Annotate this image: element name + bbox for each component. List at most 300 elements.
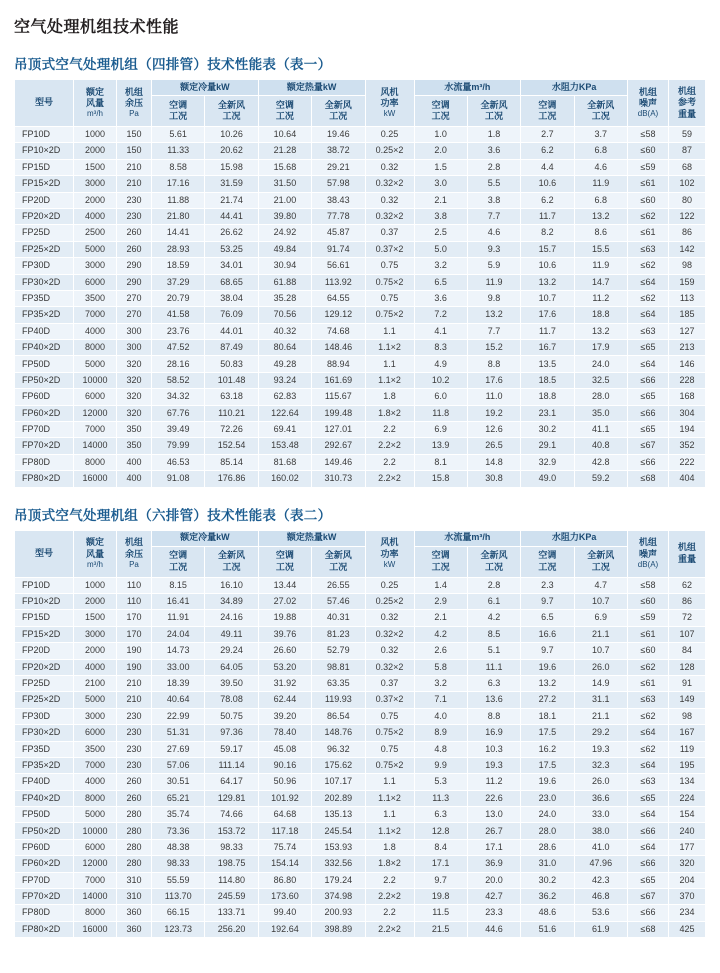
table-cell: 51.31 [152,725,205,741]
table-cell: 29.2 [574,725,627,741]
table-cell: 38.04 [205,290,258,306]
th-weight-l3: 重量 [677,108,696,119]
table-cell: 63.18 [205,389,258,405]
table-cell: 46.8 [574,889,627,905]
table-cell: 7000 [74,872,117,888]
table-cell: 62.44 [258,692,311,708]
table-cell: 7.7 [467,208,520,224]
table-row [15,807,706,823]
table-cell: 280 [117,823,152,839]
th2-weight-l2: 重量 [677,553,696,564]
table-cell: 12.8 [414,823,467,839]
table-row [15,471,706,487]
table-cell: 133.71 [205,905,258,921]
table-cell: 78.40 [258,725,311,741]
table-cell: 142 [669,241,706,257]
table-cell: 13.2 [574,208,627,224]
table-cell: 26.5 [467,438,520,454]
table-cell: 1.0 [414,127,467,143]
table-cell: 1.8×2 [365,405,414,421]
table-row [15,626,706,642]
table-cell: 6.8 [574,192,627,208]
cell-model: FP15×2D [15,176,74,192]
table-cell: 6000 [74,725,117,741]
table-cell: 192.64 [258,921,311,937]
table-row [15,422,706,438]
th2-fan-l3: kW [383,559,396,569]
table-cell: 304 [669,405,706,421]
table-cell: 3.8 [467,192,520,208]
table-cell: 73.36 [152,823,205,839]
table-cell: 50.83 [205,356,258,372]
th2-flow-fresh-l1: 全新风 [480,550,508,561]
table-cell: 3.2 [414,258,467,274]
table-cell: 260 [117,790,152,806]
table-cell: 6.5 [521,610,574,626]
table-cell: 18.1 [521,708,574,724]
table-cell: 8.8 [467,356,520,372]
table-cell: 33.00 [152,659,205,675]
table-cell: 0.37 [365,225,414,241]
table-cell: 20.62 [205,143,258,159]
table-cell: 15.68 [258,159,311,175]
cell-model: FP60×2D [15,856,74,872]
table-cell: 1.8 [467,127,520,143]
table-row [15,176,706,192]
table-cell: 110 [117,593,152,609]
table-cell: 101.48 [205,372,258,388]
table-row [15,356,706,372]
th2-noise-l2: 噪声 [638,548,657,559]
table-cell: 3500 [74,741,117,757]
table-cell: 5000 [74,692,117,708]
table-cell: 81.23 [312,626,365,642]
table-cell: 6.3 [414,807,467,823]
table-cell: ≤59 [628,159,669,175]
table-row [15,872,706,888]
table-cell: 38.43 [312,192,365,208]
table-cell: 30.2 [521,872,574,888]
cell-model: FP50D [15,356,74,372]
table-row [15,389,706,405]
table-cell: 74.66 [205,807,258,823]
table-cell: 27.02 [258,593,311,609]
th2-flow-ac [414,546,467,577]
table-cell: 10000 [74,372,117,388]
table-cell: 34.32 [152,389,205,405]
table-cell: 21.1 [574,626,627,642]
table-cell: 4.0 [414,708,467,724]
cell-model: FP40D [15,323,74,339]
table-cell: 11.91 [152,610,205,626]
table-cell: 9.7 [414,872,467,888]
table-row [15,438,706,454]
table-cell: 70.56 [258,307,311,323]
table-cell: 0.75×2 [365,725,414,741]
table-cell: ≤62 [628,741,669,757]
table-cell: 15.2 [467,340,520,356]
table-cell: 28.16 [152,356,205,372]
table-cell: 230 [117,208,152,224]
table-cell: 2.2 [365,422,414,438]
table-one-head [15,80,706,127]
table-cell: 0.37×2 [365,692,414,708]
table-cell: 86.80 [258,872,311,888]
cell-model: FP25×2D [15,241,74,257]
cell-model: FP40D [15,774,74,790]
table-cell: 64.17 [205,774,258,790]
table-row [15,643,706,659]
table-cell: 352 [669,438,706,454]
table-cell: 22.6 [467,790,520,806]
th-res-fresh-l1: 全新风 [587,99,615,110]
table-cell: 113 [669,290,706,306]
th-res-fresh-l2: 工况 [591,111,610,121]
table-cell: 190 [117,643,152,659]
table-cell: ≤66 [628,405,669,421]
table-cell: 2.2 [365,872,414,888]
table-row [15,405,706,421]
table-cell: 10000 [74,823,117,839]
table-cell: ≤63 [628,241,669,257]
table-cell: 19.88 [258,610,311,626]
table-cell: 198.75 [205,856,258,872]
th-flow-ac-l1: 空调 [431,99,450,110]
table-cell: 44.41 [205,208,258,224]
table-cell: ≤64 [628,356,669,372]
table-cell: 35.74 [152,807,205,823]
page-title: 空气处理机组技术性能 [14,19,180,36]
table-cell: 8.4 [414,839,467,855]
table-cell: 0.75×2 [365,274,414,290]
cell-model: FP25×2D [15,692,74,708]
cell-model: FP20D [15,643,74,659]
table-cell: 122 [669,208,706,224]
table-cell: 230 [117,757,152,773]
table-cell: ≤64 [628,757,669,773]
table-cell: 1500 [74,159,117,175]
table-cell: 50.96 [258,774,311,790]
table-cell: 47.96 [574,856,627,872]
table-cell: 117.18 [258,823,311,839]
table-cell: 0.32×2 [365,659,414,675]
table-cell: 17.9 [574,340,627,356]
table-cell: 91.74 [312,241,365,257]
cell-model: FP60D [15,389,74,405]
table-cell: 179.24 [312,872,365,888]
table-cell: 320 [669,856,706,872]
table-cell: ≤63 [628,692,669,708]
table-cell: ≤62 [628,659,669,675]
table-cell: 2.2 [365,905,414,921]
table-cell: 15.98 [205,159,258,175]
table-cell: 8.5 [467,626,520,642]
table-cell: 1.1×2 [365,340,414,356]
table-cell: 6.9 [414,422,467,438]
table-cell: 260 [117,774,152,790]
table-cell: 6.2 [521,192,574,208]
table-cell: 79.99 [152,438,205,454]
table-cell: ≤58 [628,127,669,143]
th-airflow-l3: m³/h [87,109,103,119]
table-cell: 310.73 [312,471,365,487]
table-cell: 36.6 [574,790,627,806]
table-cell: 7000 [74,307,117,323]
table-cell: 50.75 [205,708,258,724]
table-cell: 2.8 [467,159,520,175]
th2-res-ac-l1: 空调 [538,550,557,561]
table-cell: 153.48 [258,438,311,454]
table-cell: 14.41 [152,225,205,241]
table-cell: 8.15 [152,577,205,593]
table-row [15,307,706,323]
table-cell: 19.3 [574,741,627,757]
table-cell: 10.6 [521,258,574,274]
table-cell: 320 [117,356,152,372]
table-cell: 6.9 [574,610,627,626]
table-cell: 87 [669,143,706,159]
table-cell: 134 [669,774,706,790]
table-cell: 2.8 [467,577,520,593]
table-cell: 1000 [74,127,117,143]
th-cooling-group: 额定冷量kW [152,80,259,96]
table-cell: 210 [117,692,152,708]
table-cell: 270 [117,307,152,323]
table-cell: 74.68 [312,323,365,339]
table-cell: 0.32×2 [365,208,414,224]
performance-table-two [14,530,706,939]
table-cell: ≤61 [628,626,669,642]
table-cell: 14.8 [467,454,520,470]
table-cell: 256.20 [205,921,258,937]
table-cell: 39.50 [205,675,258,691]
table-cell: 6.2 [521,143,574,159]
table-cell: 102 [669,176,706,192]
table-cell: 15.5 [574,241,627,257]
table-cell: 10.6 [521,176,574,192]
table-cell: 16.9 [467,725,520,741]
table-cell: 33.0 [574,807,627,823]
table-cell: 10.2 [414,372,467,388]
table-row [15,774,706,790]
table-cell: 16.6 [521,626,574,642]
th2-heating-ac-l2: 工况 [275,561,294,572]
table-cell: 59.2 [574,471,627,487]
table-cell: 1.4 [414,577,467,593]
table-cell: 177 [669,839,706,855]
table-row [15,241,706,257]
table-cell: 3000 [74,708,117,724]
table-cell: 11.2 [574,290,627,306]
table-cell: 9.7 [521,643,574,659]
table-cell: ≤62 [628,290,669,306]
table-cell: 176.86 [205,471,258,487]
table-cell: 280 [117,856,152,872]
table-cell: 98 [669,258,706,274]
table-cell: 153.93 [312,839,365,855]
table-cell: 113.70 [152,889,205,905]
table-cell: 2.2×2 [365,889,414,905]
table-cell: 31.1 [574,692,627,708]
cell-model: FP70D [15,422,74,438]
table-cell: 53.6 [574,905,627,921]
table-cell: 119 [669,741,706,757]
table-cell: 11.1 [467,659,520,675]
table-cell: 260 [117,225,152,241]
table-cell: 149.46 [312,454,365,470]
table-row [15,577,706,593]
table-cell: 11.8 [414,405,467,421]
th-airflow-l2: 风量 [85,98,104,108]
table-cell: 11.9 [574,258,627,274]
table-cell: 36.2 [521,889,574,905]
table-cell: 48.6 [521,905,574,921]
table-cell: 245.54 [312,823,365,839]
th-model: 型号 [15,80,74,127]
th-noise [628,80,669,127]
table-cell: 17.6 [467,372,520,388]
cell-model: FP35×2D [15,307,74,323]
table-cell: 10.3 [467,741,520,757]
table-cell: ≤62 [628,708,669,724]
cell-model: FP80×2D [15,471,74,487]
cell-model: FP30D [15,258,74,274]
table-cell: 6000 [74,839,117,855]
table-cell: 135.13 [312,807,365,823]
table-cell: 199.48 [312,405,365,421]
th-weight [669,80,706,127]
table-cell: 80.64 [258,340,311,356]
table-cell: 30.8 [467,471,520,487]
table-cell: 160.02 [258,471,311,487]
table-cell: ≤66 [628,372,669,388]
table-cell: 26.60 [258,643,311,659]
table-cell: 4000 [74,659,117,675]
th2-airflow-l1: 额定 [85,537,104,548]
table-row [15,258,706,274]
th2-heating-ac-l1: 空调 [275,550,294,561]
table-cell: 8000 [74,454,117,470]
table-cell: 2.5 [414,225,467,241]
table-cell: 26.0 [574,659,627,675]
table-cell: 101.92 [258,790,311,806]
table-cell: 48.38 [152,839,205,855]
table-cell: 110.21 [205,405,258,421]
table-cell: 7000 [74,422,117,438]
table-cell: 11.2 [467,774,520,790]
table-cell: 5000 [74,241,117,257]
cell-model: FP30×2D [15,274,74,290]
table-cell: 280 [117,839,152,855]
section-two-title: 吊顶式空气处理机组（六排管）技术性能表（表二） [14,507,332,523]
table-cell: 175.62 [312,757,365,773]
table-cell: 195 [669,757,706,773]
th-noise-l2: 噪声 [638,98,657,108]
table-cell: 4000 [74,208,117,224]
table-cell: 72.26 [205,422,258,438]
table-cell: 26.7 [467,823,520,839]
table-cell: 21.5 [414,921,467,937]
table-cell: 234 [669,905,706,921]
table-cell: 4.7 [574,577,627,593]
table-cell: 49.0 [521,471,574,487]
th-heating-group: 额定热量kW [258,80,365,96]
table-cell: 4.9 [414,356,467,372]
table-cell: 4.2 [414,626,467,642]
table-cell: ≤63 [628,323,669,339]
table-cell: 400 [117,454,152,470]
th-noise-l3: dB(A) [637,109,659,119]
table-cell: 28.6 [521,839,574,855]
table-cell: 11.3 [414,790,467,806]
th-airflow [74,80,117,127]
table-cell: 230 [117,192,152,208]
table-cell: 32.9 [521,454,574,470]
table-cell: 224 [669,790,706,806]
table-cell: 150 [117,127,152,143]
section-table-one [14,53,720,488]
table-cell: 5.0 [414,241,467,257]
cell-model: FP60D [15,839,74,855]
table-cell: ≤65 [628,340,669,356]
th2-cooling-fresh [205,546,258,577]
table-cell: ≤58 [628,577,669,593]
table-row [15,143,706,159]
table-cell: ≤64 [628,807,669,823]
table-cell: 34.89 [205,593,258,609]
table-cell: 15.8 [414,471,467,487]
cell-model: FP15×2D [15,626,74,642]
table-cell: 360 [117,921,152,937]
table-cell: 28.0 [521,823,574,839]
table-cell: 14.7 [574,274,627,290]
table-cell: 3.7 [574,127,627,143]
cell-model: FP50D [15,807,74,823]
table-cell: 2.2×2 [365,921,414,937]
table-cell: ≤64 [628,274,669,290]
table-cell: ≤65 [628,872,669,888]
cell-model: FP80D [15,905,74,921]
table-cell: 332.56 [312,856,365,872]
th-flow-ac [414,96,467,127]
table-cell: 2000 [74,593,117,609]
table-cell: 2.6 [414,643,467,659]
table-cell: 123.73 [152,921,205,937]
table-cell: 3.0 [414,176,467,192]
th-res-ac-l1: 空调 [538,99,557,110]
th2-fan-l2: 功率 [380,548,399,559]
performance-table-one [14,79,706,488]
table-cell: 13.44 [258,577,311,593]
table-cell: ≤60 [628,643,669,659]
table-cell: 56.61 [312,258,365,274]
table-cell: 8.9 [414,725,467,741]
cell-model: FP50×2D [15,823,74,839]
table-cell: 3000 [74,258,117,274]
table-cell: 45.87 [312,225,365,241]
table-cell: 16.10 [205,577,258,593]
table-cell: 0.25×2 [365,593,414,609]
table-cell: 13.2 [521,274,574,290]
table-cell: 24.0 [574,356,627,372]
table-cell: 398.89 [312,921,365,937]
th-pressure [117,80,152,127]
table-cell: 31.59 [205,176,258,192]
table-cell: 39.49 [152,422,205,438]
th2-pressure-l1: 机组 [124,537,143,548]
th2-fan-power [365,530,414,577]
th-noise-l1: 机组 [638,86,657,97]
